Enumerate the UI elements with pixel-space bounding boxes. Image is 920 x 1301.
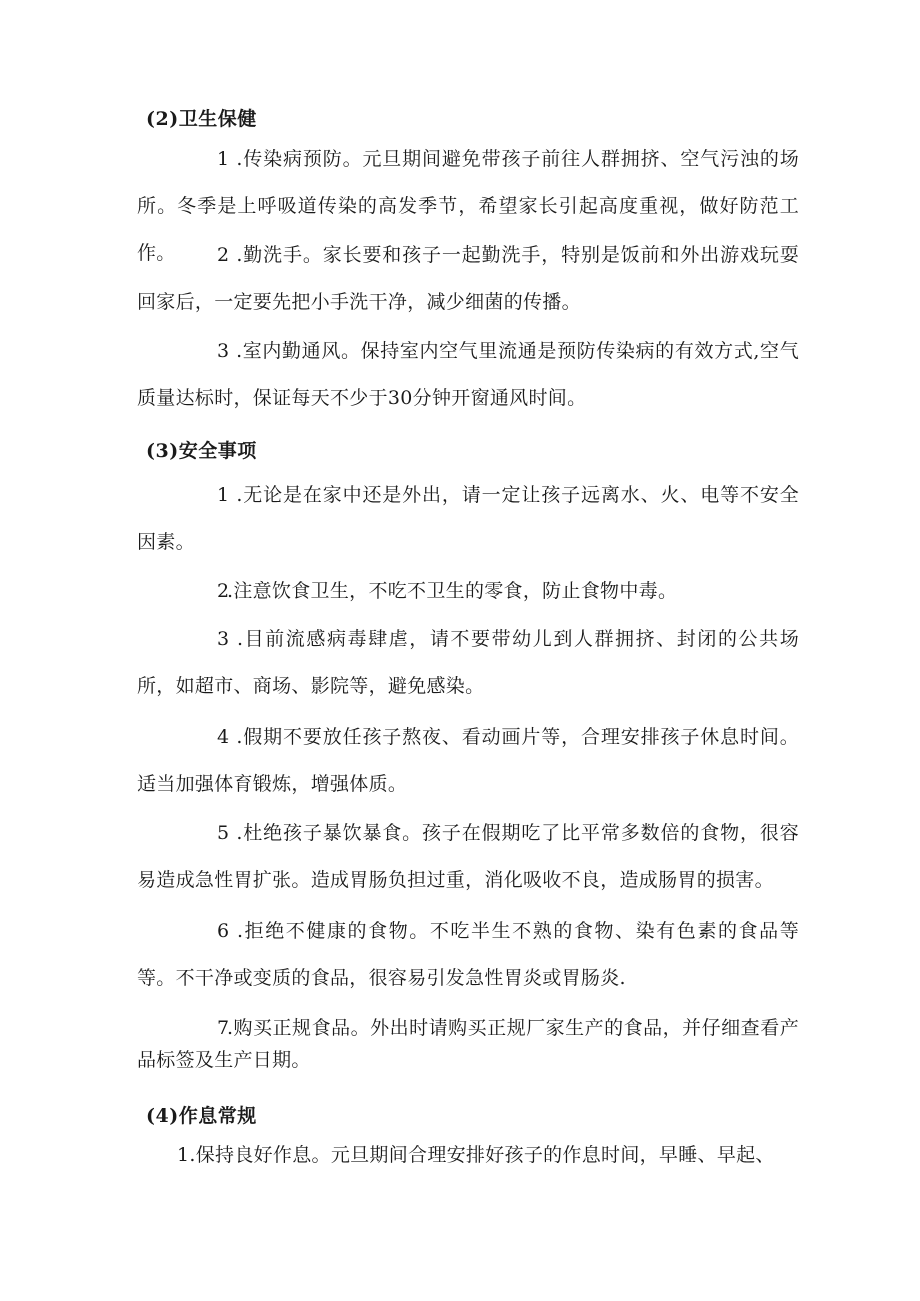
item-text: .传染病预防。元旦期间避免带孩子前往人群拥挤、空气污浊的场所。冬季是上呼吸道传染的高发季节，希望家长引起高度重视，做好防范工作。	[137, 148, 799, 264]
paragraph-item	[137, 908, 799, 1002]
item-number: 1	[177, 1144, 190, 1166]
paragraph-item	[137, 616, 799, 710]
item-text: .拒绝不健康的食物。不吃半生不熟的食物、染有色素的食品等等。不干净或变质的食品，很容易引发急性胃炎或胃肠炎.	[137, 920, 799, 989]
paragraph-item	[137, 328, 799, 422]
item-number: 4	[217, 726, 230, 748]
item-number: 6	[217, 920, 230, 942]
paragraph-item	[137, 1132, 799, 1179]
item-text: .杜绝孩子暴饮暴食。孩子在假期吃了比平常多数倍的食物，很容易造成急性胃扩张。造成胃肠负担过重，消化吸收不良，造成肠胃的损害。	[137, 822, 799, 891]
item-number: 3	[217, 340, 230, 362]
paragraph-item	[137, 810, 799, 904]
item-number: 2	[217, 580, 230, 602]
paragraph-item	[137, 568, 799, 615]
item-text: .室内勤通风。保持室内空气里流通是预防传染病的有效方式,空气质量达标时，保证每天不少于30分钟开窗通风时间。	[137, 340, 799, 409]
item-number: 7	[217, 1017, 230, 1039]
item-number: 3	[217, 628, 230, 650]
item-text: .无论是在家中还是外出，请一定让孩子远离水、火、电等不安全因素。	[137, 484, 799, 553]
paragraph-item	[137, 714, 799, 808]
item-number: 5	[217, 822, 230, 844]
item-text: .目前流感病毒肆虐，请不要带幼儿到人群拥挤、封闭的公共场所，如超市、商场、影院等，避免感染。	[137, 628, 799, 697]
item-text: .保持良好作息。元旦期间合理安排好孩子的作息时间，早睡、早起、	[189, 1144, 775, 1166]
paragraph-item	[137, 1012, 799, 1076]
item-text: .勤洗手。家长要和孩子一起勤洗手，特别是饭前和外出游戏玩耍回家后，一定要先把小手洗干净，减少细菌的传播。	[137, 244, 799, 313]
section-heading-routine: (4)作息常规	[146, 1105, 257, 1127]
section-heading-safety: (3)安全事项	[146, 440, 257, 462]
item-text: .注意饮食卫生，不吃不卫生的零食，防止食物中毒。	[227, 580, 678, 602]
paragraph-item	[137, 472, 799, 566]
item-number: 1	[217, 484, 230, 506]
paragraph-item	[137, 232, 799, 326]
item-text: .购买正规食品。外出时请购买正规厂家生产的食品，并仔细查看产品标签及生产日期。	[137, 1017, 799, 1071]
section-heading-hygiene: (2)卫生保健	[146, 108, 257, 130]
item-text: .假期不要放任孩子熬夜、看动画片等，合理安排孩子休息时间。适当加强体育锻炼，增强体质。	[137, 726, 799, 795]
item-number: 1	[217, 148, 230, 170]
item-number: 2	[217, 244, 230, 266]
